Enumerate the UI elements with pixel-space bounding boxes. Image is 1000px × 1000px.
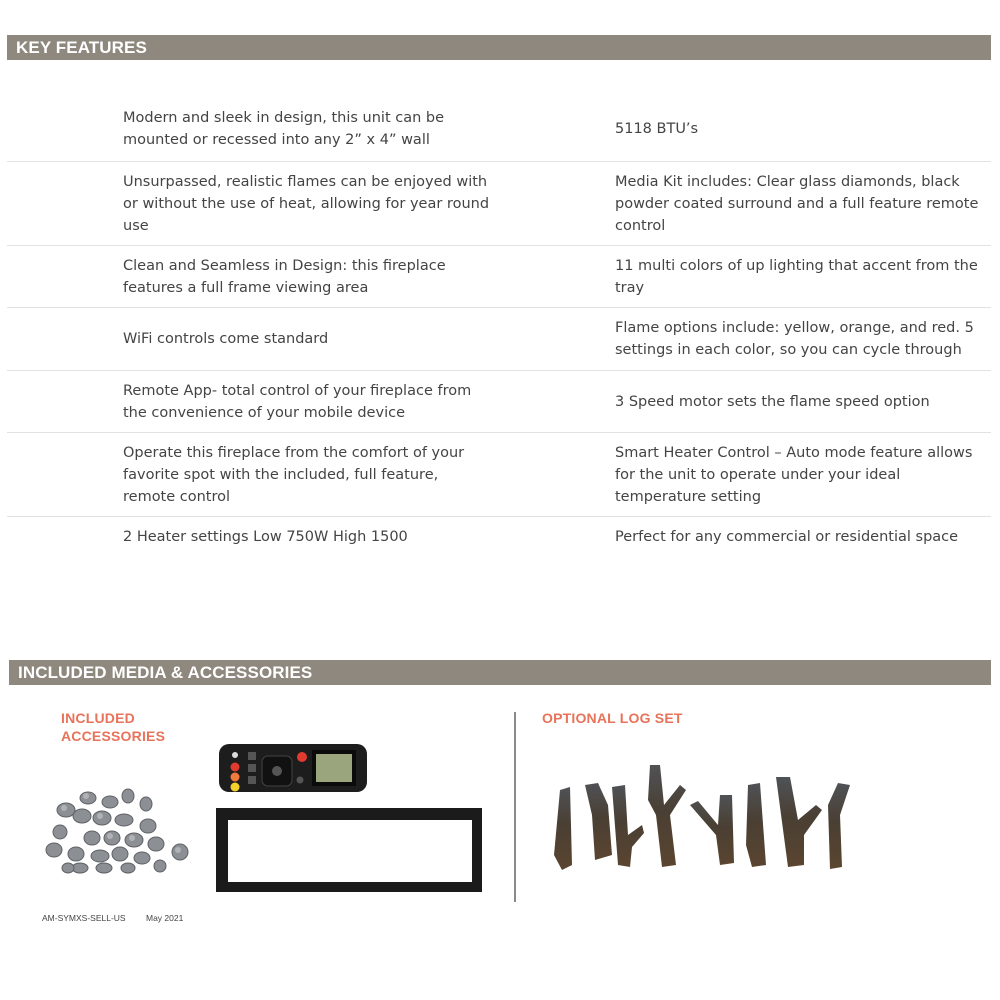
included-media-header: INCLUDED MEDIA & ACCESSORIES <box>9 660 991 685</box>
feature-left: Unsurpassed, realistic flames can be enjoyed with or without the use of heat, allowing for year round use <box>123 173 490 234</box>
feature-right: 3 Speed motor sets the flame speed option <box>615 393 930 410</box>
key-features-header: KEY FEATURES <box>7 35 991 60</box>
feature-row <box>7 308 991 371</box>
document-code: AM-SYMXS-SELL-US <box>42 913 126 923</box>
feature-left: Modern and sleek in design, this unit can be mounted or recessed into any 2” x 4” wall <box>123 109 445 148</box>
section-divider <box>514 712 516 902</box>
included-label-line2: ACCESSORIES <box>61 728 166 744</box>
feature-row <box>7 96 991 162</box>
feature-row <box>7 246 991 308</box>
feature-row <box>7 433 991 517</box>
feature-left: Clean and Seamless in Design: this fireplace features a full frame viewing area <box>123 257 446 296</box>
included-label-line1: INCLUDED <box>61 710 135 726</box>
feature-right: 11 multi colors of up lighting that accent from the tray <box>615 257 978 296</box>
log-set-image <box>540 755 860 875</box>
black-surround-frame-image <box>216 808 482 892</box>
optional-log-set-label: OPTIONAL LOG SET <box>542 710 683 726</box>
feature-row <box>7 517 991 557</box>
feature-right: Smart Heater Control – Auto mode feature allows for the unit to operate under your ideal temperature setting <box>615 444 973 505</box>
feature-left: Remote App- total control of your fireplace from the convenience of your mobile device <box>123 382 472 421</box>
feature-left: 2 Heater settings Low 750W High 1500 <box>123 529 408 545</box>
document-date: May 2021 <box>146 913 184 923</box>
feature-row <box>7 162 991 246</box>
feature-right: Flame options include: yellow, orange, and red. 5 settings in each color, so you can cycle through <box>615 320 974 358</box>
feature-row <box>7 371 991 433</box>
included-accessories-label <box>61 709 165 745</box>
feature-right: Media Kit includes: Clear glass diamonds, black powder coated surround and a full feature remote control <box>615 173 979 234</box>
clear-glass-diamonds-image <box>44 782 194 874</box>
feature-left: WiFi controls come standard <box>123 331 329 347</box>
feature-right: Perfect for any commercial or residential space <box>615 529 959 545</box>
remote-control-image <box>218 742 368 794</box>
key-features-table <box>7 96 991 557</box>
feature-right: 5118 BTU’s <box>615 120 699 137</box>
feature-left: Operate this fireplace from the comfort of your favorite spot with the included, full feature, remote control <box>123 444 465 505</box>
